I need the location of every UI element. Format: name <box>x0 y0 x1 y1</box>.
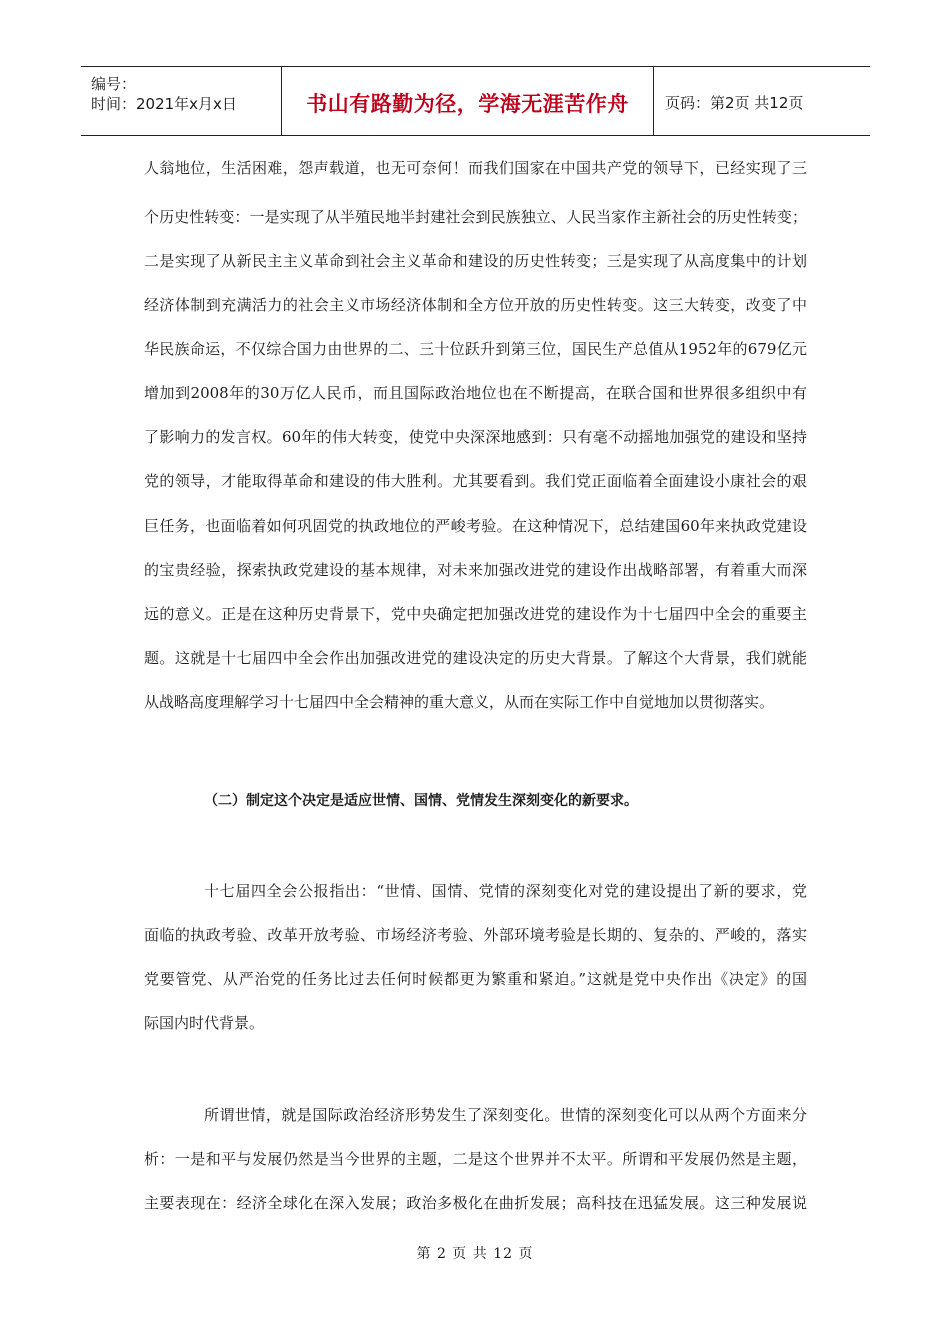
paragraph-1-line: 的宝贵经验，探索执政党建设的基本规律，对未来加强改进党的建设作出战略部署，有着重大而深 <box>144 561 807 579</box>
paragraph-1-line: 经济体制到充满活力的社会主义市场经济体制和全方位开放的历史性转变。这三大转变，改变了中 <box>144 296 807 314</box>
header-motto: 书山有路勤为径，学海无涯苦作舟 <box>281 67 654 135</box>
paragraph-2-line: 十七届四全会公报指出：“世情、国情、党情的深刻变化对党的建设提出了新的要求，党 <box>204 882 807 900</box>
paragraph-1-line: 增加到2008年的30万亿人民币，而且国际政治地位也在不断提高，在联合国和世界很多组织中有 <box>144 384 807 402</box>
paragraph-1-line: 巨任务，也面临着如何巩固党的执政地位的严峻考验。在这种情况下，总结建国60年来执政党建设 <box>144 517 807 535</box>
paragraph-1-line: 从战略高度理解学习十七届四中全会精神的重大意义，从而在实际工作中自觉地加以贯彻落实。 <box>144 693 775 711</box>
paragraph-1-line: 华民族命运，不仅综合国力由世界的二、三十位跃升到第三位，国民生产总值从1952年的679亿元 <box>144 340 807 358</box>
page-header <box>81 66 870 136</box>
paragraph-3-line: 主要表现在：经济全球化在深入发展；政治多极化在曲折发展；高科技在迅猛发展。这三种发展说 <box>144 1194 807 1212</box>
paragraph-1-line: 二是实现了从新民主主义革命到社会主义革命和建设的历史性转变；三是实现了从高度集中的计划 <box>144 252 807 270</box>
header-meta <box>81 67 281 135</box>
page-footer: 第 2 页 共 12 页 <box>416 1246 534 1262</box>
paragraph-1-line: 党的领导，才能取得革命和建设的伟大胜利。尤其要看到。我们党正面临着全面建设小康社会的艰 <box>144 472 807 490</box>
paragraph-2-line: 际国内时代背景。 <box>144 1014 265 1032</box>
document-number-label: 编号： <box>91 75 137 93</box>
paragraph-1-line: 了影响力的发言权。60年的伟大转变，使党中央深深地感到：只有毫不动摇地加强党的建设和坚持 <box>144 428 807 446</box>
paragraph-1-line: 个历史性转变：一是实现了从半殖民地半封建社会到民族独立、人民当家作主新社会的历史性转变； <box>144 208 807 226</box>
header-page-info: 页码：第2页 共12页 <box>665 94 804 112</box>
paragraph-1-line: 远的意义。正是在这种历史背景下，党中央确定把加强改进党的建设作为十七届四中全会的重要主 <box>144 605 807 623</box>
paragraph-3-line: 析：一是和平与发展仍然是当今世界的主题，二是这个世界并不太平。所谓和平发展仍然是主题， <box>144 1150 807 1168</box>
section-heading: （二）制定这个决定是适应世情、国情、党情发生深刻变化的新要求。 <box>204 793 638 809</box>
paragraph-1-line: 题。这就是十七届四中全会作出加强改进党的建设决定的历史大背景。了解这个大背景，我们就能 <box>144 649 807 667</box>
paragraph-2-line: 党要管党、从严治党的任务比过去任何时候都更为繁重和紧迫。”这就是党中央作出《决定》的国 <box>144 970 807 988</box>
paragraph-1-line: 人翁地位，生活困难，怨声载道，也无可奈何！而我们国家在中国共产党的领导下，已经实现了三 <box>144 159 807 177</box>
paragraph-2-line: 面临的执政考验、改革开放考验、市场经济考验、外部环境考验是长期的、复杂的、严峻的，落实 <box>144 926 807 944</box>
paragraph-3-line: 所谓世情，就是国际政治经济形势发生了深刻变化。世情的深刻变化可以从两个方面来分 <box>204 1106 807 1124</box>
document-date: 时间：2021年x月x日 <box>91 95 237 113</box>
